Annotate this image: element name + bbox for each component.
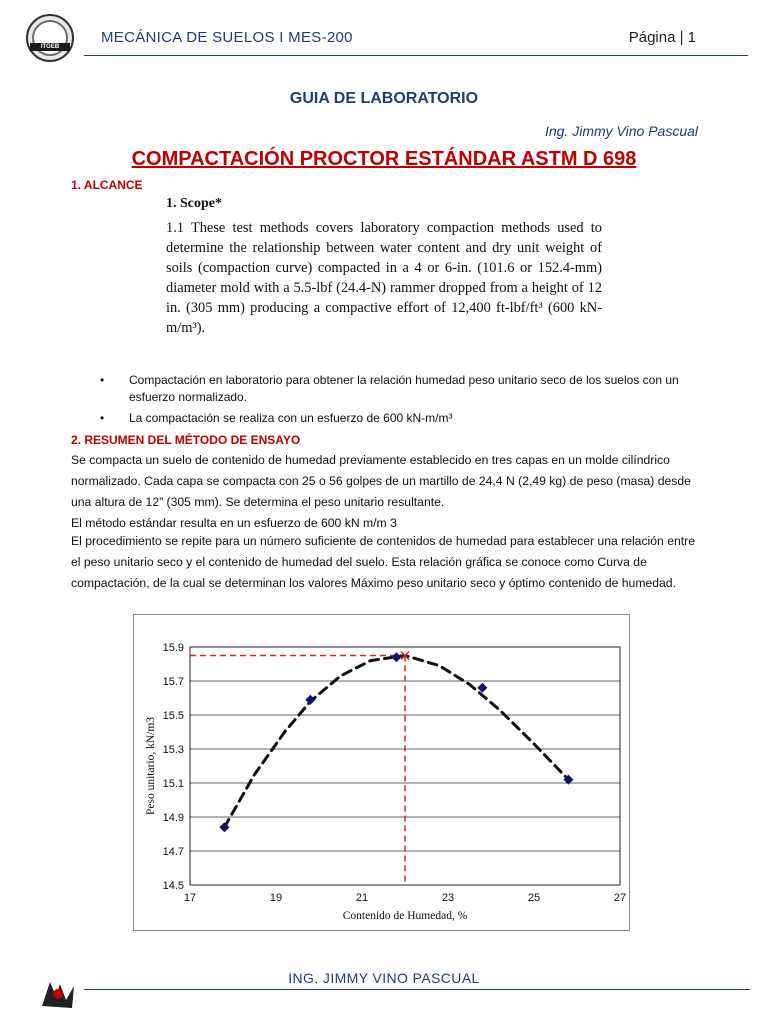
x-axis-label: Contenido de Humedad, % [342,910,468,922]
document-subtitle: GUIA DE LABORATORIO [289,90,479,107]
section-heading-resumen: 2. RESUMEN DEL MÉTODO DE ENSAYO [71,433,301,447]
data-point [305,695,315,705]
x-tick-label: 25 [527,892,541,904]
list-item [71,372,711,406]
y-tick-label: 15.9 [162,642,184,654]
y-tick-label: 15.5 [162,710,184,722]
page-header [0,0,768,80]
bullet-text: La compactación se realiza con un esfuerzo de 600 kN-m/m³ [129,411,453,425]
x-tick-label: 19 [269,892,283,904]
x-tick-label: 23 [441,892,455,904]
y-tick-label: 14.5 [162,880,184,892]
y-tick-label: 14.7 [162,846,184,858]
paragraph: El procedimiento se repite para un número suficiente de contenidos de humedad para establecer una relación entre el peso unitario seco y el contenido de humedad del suelo. Esta relación gráfica se conoce como Curva de compactación, de la cual se determinan los valores Máximo peso unitario seco y óptimo contenido de humedad. [71,534,695,590]
data-point [391,652,401,662]
footer-author: ING. JIMMY VINO PASCUAL [288,970,480,986]
list-item [71,410,711,427]
course-title: MECÁNICA DE SUELOS I MES-200 [101,29,353,46]
y-tick-label: 15.1 [162,778,184,790]
y-tick-label: 15.7 [162,676,184,688]
bullet-list [71,372,711,431]
scope-excerpt [166,196,602,338]
x-tick-label: 21 [355,892,369,904]
x-tick-label: 27 [613,892,627,904]
compaction-chart [133,614,630,931]
section-heading-alcance: 1. ALCANCE [71,178,143,192]
y-tick-label: 15.3 [162,744,184,756]
author-name: Ing. Jimmy Vino Pascual [544,123,698,139]
scope-title: 1. Scope* [166,196,222,211]
chart-svg [134,615,629,930]
page-title: COMPACTACIÓN PROCTOR ESTÁNDAR ASTM D 698 [131,148,637,170]
y-tick-label: 14.9 [162,812,184,824]
page-number: Página | 1 [628,29,696,46]
bullet-icon: • [100,411,105,425]
footer-divider [84,989,750,990]
paragraph: Se compacta un suelo de contenido de humedad previamente establecido en tres capas en un molde cilíndrico normalizado. Cada capa se compacta con 25 o 56 golpes de un martillo de 24,4 N (2,49 kg) de peso (masa) desde una altura de 12” (305 mm). Se determina el peso unitario resultante. [71,453,691,509]
paragraph: El método estándar resulta en un esfuerzo de 600 kN m/m 3 [71,516,397,530]
bullet-icon: • [100,373,105,387]
institution-logo [26,14,74,62]
x-tick-label: 17 [183,892,197,904]
scope-body: 1.1 These test methods covers laboratory compaction methods used to determine the relationship between water content and dry unit weight of soils (compaction curve) compacted in a 4 or 6-in. (101.6 or 152.4-mm) diameter mold with a 5.5-lbf (24.4-N) rammer dropped from a height of 12 in. (305 mm) producing a compactive effort of 12,400 ft-lbf/ft³ (600 kN-m/m³). [166,220,602,336]
header-divider [84,55,748,56]
y-axis-label: Peso unitario, kN/m3 [145,716,157,816]
bullet-text: Compactación en laboratorio para obtener la relación humedad peso unitario seco de los suelos con un esfuerzo normalizado. [129,373,679,404]
logo-text: ITGEB [30,43,70,51]
data-point [477,683,487,693]
